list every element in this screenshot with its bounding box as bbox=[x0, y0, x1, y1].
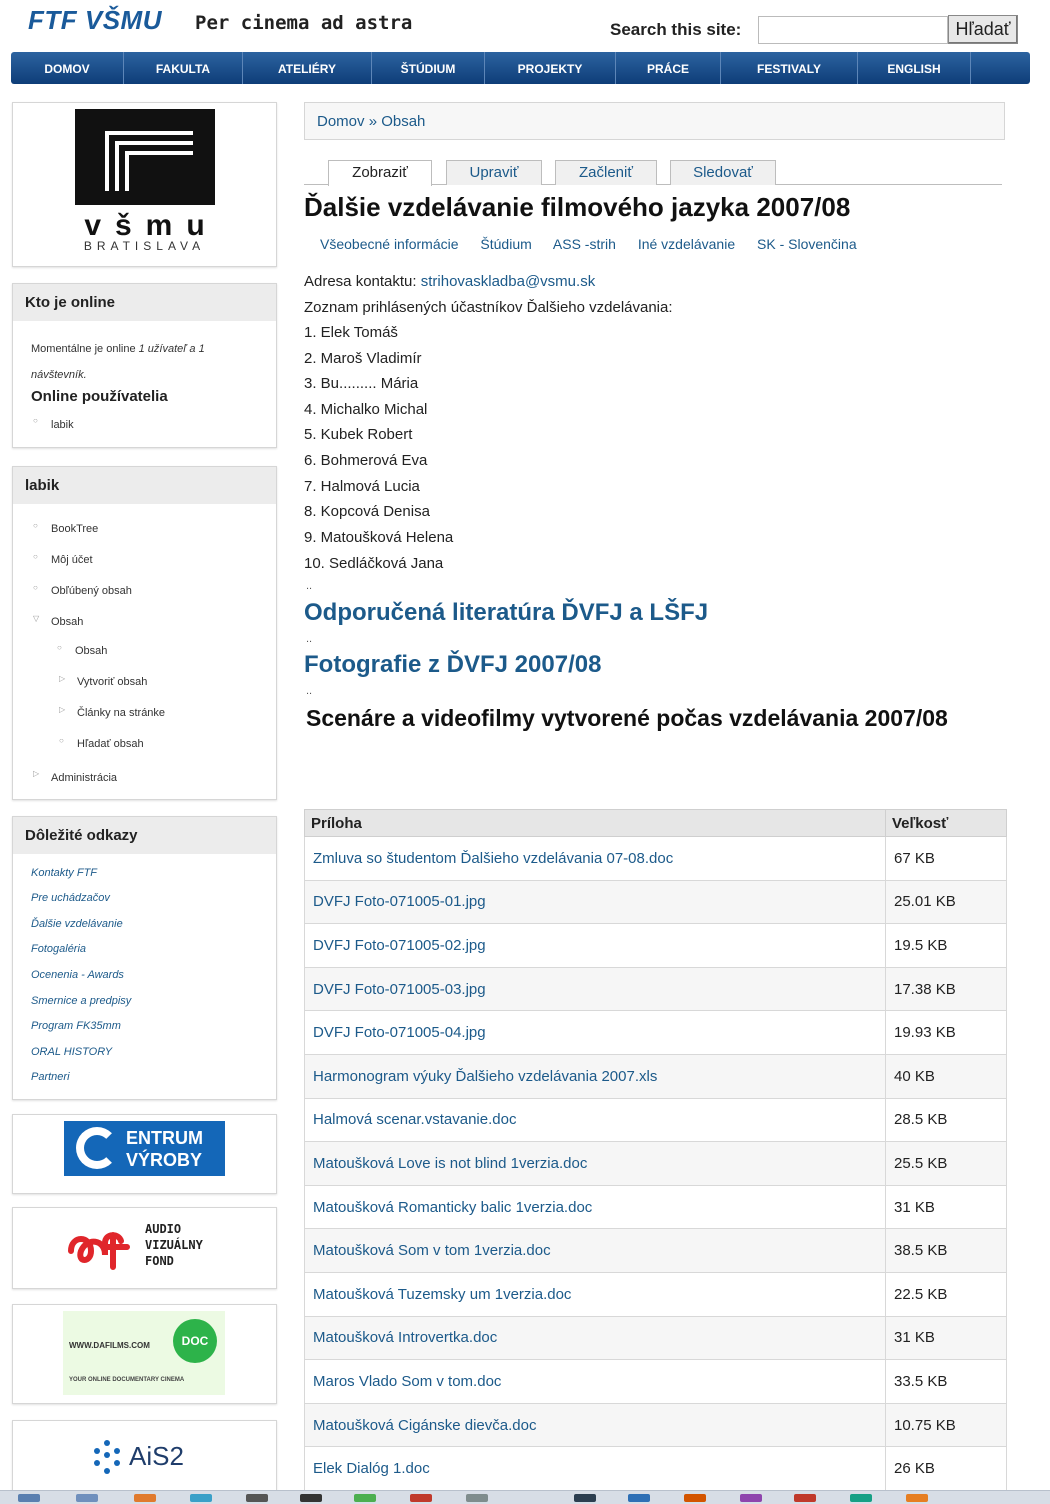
attachment-link[interactable]: Matoušková Som v tom 1verzia.doc bbox=[313, 1242, 551, 1260]
menu-booktree[interactable]: BookTree bbox=[51, 523, 99, 535]
table-row bbox=[305, 1142, 1007, 1186]
nav-projekty[interactable]: PROJEKTY bbox=[485, 52, 616, 84]
attachment-size: 26 KB bbox=[886, 1447, 1007, 1491]
links-block bbox=[12, 816, 277, 1100]
collapsed-icon: ▷ bbox=[59, 674, 66, 683]
avf-logo bbox=[65, 1215, 223, 1273]
taskbar-app-icon[interactable] bbox=[134, 1494, 156, 1502]
table-row bbox=[305, 1098, 1007, 1142]
breadcrumb-separator: » bbox=[368, 113, 378, 130]
participant-item: 8. Kopcová Denisa bbox=[304, 503, 430, 520]
subtab-vseobecne[interactable]: Všeobecné informácie bbox=[320, 236, 459, 252]
attachment-link[interactable]: Matoušková Tuzemsky um 1verzia.doc bbox=[313, 1285, 572, 1303]
search-label: Search this site: bbox=[610, 20, 742, 39]
participant-item: 5. Kubek Robert bbox=[304, 426, 413, 443]
collapsed-icon: ▷ bbox=[59, 705, 66, 714]
taskbar-app-icon[interactable] bbox=[906, 1494, 928, 1502]
online-block bbox=[12, 283, 277, 448]
attachment-link[interactable]: Elek Dialóg 1.doc bbox=[313, 1460, 430, 1478]
table-row bbox=[305, 837, 1007, 881]
participant-item: 2. Maroš Vladimír bbox=[304, 350, 422, 367]
online-text: Momentálne je online 1 užívateľ a 1 návštevník. bbox=[31, 343, 205, 381]
ais-dots-icon bbox=[87, 1435, 127, 1481]
link-uchadzaci[interactable]: Pre uchádzačov bbox=[31, 892, 110, 904]
subtab-sk[interactable]: SK - Slovenčina bbox=[757, 236, 857, 252]
nav-ateliery[interactable]: ATELIÉRY bbox=[243, 52, 372, 84]
table-row bbox=[305, 1360, 1007, 1404]
taskbar-app-icon[interactable] bbox=[300, 1494, 322, 1502]
nav-fakulta[interactable]: FAKULTA bbox=[124, 52, 243, 84]
taskbar-app-icon[interactable] bbox=[190, 1494, 212, 1502]
logo-block bbox=[12, 102, 277, 267]
taskbar-app-icon[interactable] bbox=[466, 1494, 488, 1502]
participant-item: 7. Halmová Lucia bbox=[304, 478, 420, 495]
subtab-ass-strih[interactable]: ASS -strih bbox=[552, 236, 616, 252]
attachment-link[interactable]: Matoušková Cigánske dievča.doc bbox=[313, 1416, 537, 1434]
taskbar-app-icon[interactable] bbox=[740, 1494, 762, 1502]
attachment-link[interactable]: Harmonogram výuky Ďalšieho vzdelávania 2007.xls bbox=[313, 1067, 658, 1085]
contact-line: Adresa kontaktu: strihovaskladba@vsmu.sk bbox=[304, 273, 596, 290]
link-kontakty[interactable]: Kontakty FTF bbox=[31, 867, 98, 879]
avf-banner[interactable] bbox=[12, 1207, 277, 1289]
attachments-table bbox=[304, 809, 1007, 1491]
table-row bbox=[305, 880, 1007, 924]
sub-tabs bbox=[320, 236, 875, 252]
menu-favorites[interactable]: Obľúbený obsah bbox=[51, 585, 132, 597]
scenarios-heading: Scenáre a videofilmy vytvorené počas vzdelávania 2007/08 bbox=[306, 705, 948, 731]
page-title: Ďalšie vzdelávanie filmového jazyka 2007/08 bbox=[304, 192, 851, 222]
table-row bbox=[305, 1185, 1007, 1229]
breadcrumb bbox=[304, 102, 1005, 140]
nav-prace[interactable]: PRÁCE bbox=[616, 52, 721, 84]
dafilms-banner[interactable] bbox=[12, 1304, 277, 1404]
taskbar-app-icon[interactable] bbox=[18, 1494, 40, 1502]
participant-item: 10. Sedláčková Jana bbox=[304, 555, 444, 572]
attachment-link[interactable]: Maros Vlado Som v tom.doc bbox=[313, 1372, 502, 1390]
attachment-size: 19.5 KB bbox=[886, 924, 1007, 968]
online-users-heading: Online používatelia bbox=[31, 388, 168, 405]
attachment-size: 25.5 KB bbox=[886, 1142, 1007, 1186]
attachment-link[interactable]: DVFJ Foto-071005-03.jpg bbox=[313, 980, 486, 998]
participant-item: 3. Bu......... Mária bbox=[304, 375, 419, 392]
attachment-link[interactable]: Matoušková Introvertka.doc bbox=[313, 1329, 498, 1347]
attachment-size: 31 KB bbox=[886, 1316, 1007, 1360]
search-input[interactable] bbox=[758, 16, 948, 44]
attachment-link[interactable]: DVFJ Foto-071005-02.jpg bbox=[313, 936, 486, 954]
avf-logo-icon bbox=[65, 1215, 145, 1273]
nav-studium[interactable]: ŠTÚDIUM bbox=[372, 52, 485, 84]
attachment-link[interactable]: Halmová scenar.vstavanie.doc bbox=[313, 1111, 517, 1129]
attachment-size: 31 KB bbox=[886, 1185, 1007, 1229]
vsmu-logo-icon[interactable] bbox=[75, 109, 215, 205]
centrum-c-icon bbox=[76, 1127, 118, 1169]
dafilms-url: WWW.DAFILMS.COM bbox=[69, 1341, 150, 1350]
nav-english[interactable]: ENGLISH bbox=[858, 52, 971, 84]
separator-dots: .. bbox=[306, 580, 313, 592]
attachment-link[interactable]: Matoušková Love is not blind 1verzia.doc bbox=[313, 1154, 588, 1172]
link-partneri[interactable]: Partneri bbox=[31, 1071, 70, 1083]
attachment-size: 40 KB bbox=[886, 1054, 1007, 1098]
taskbar-app-icon[interactable] bbox=[354, 1494, 376, 1502]
participants-heading: Zoznam prihlásených účastníkov Ďalšieho vzdelávania: bbox=[304, 299, 673, 316]
dafilms-logo bbox=[63, 1311, 225, 1395]
link-program[interactable]: Program FK35mm bbox=[31, 1020, 121, 1032]
contact-email-link[interactable]: strihovaskladba@vsmu.sk bbox=[420, 273, 596, 290]
taskbar-app-icon[interactable] bbox=[574, 1494, 596, 1502]
bullet-icon: ○ bbox=[33, 552, 38, 561]
ais-logo bbox=[87, 1435, 207, 1481]
participant-item: 1. Elek Tomáš bbox=[304, 324, 398, 341]
attachment-size: 38.5 KB bbox=[886, 1229, 1007, 1273]
menu-my-account[interactable]: Môj účet bbox=[51, 554, 93, 566]
tab-zaclenit[interactable]: Začleniť bbox=[555, 160, 657, 185]
online-user-link[interactable]: labik bbox=[51, 419, 74, 431]
menu-search-content[interactable]: Hľadať obsah bbox=[77, 738, 144, 750]
table-row bbox=[305, 1272, 1007, 1316]
attachment-size: 17.38 KB bbox=[886, 967, 1007, 1011]
table-row bbox=[305, 1403, 1007, 1447]
table-row bbox=[305, 1447, 1007, 1491]
tab-sledovat[interactable]: Sledovať bbox=[670, 160, 776, 185]
centrum-label: ENTRUM VÝROBY bbox=[126, 1128, 203, 1170]
attachment-size: 19.93 KB bbox=[886, 1011, 1007, 1055]
links-title: Dôležité odkazy bbox=[13, 817, 276, 854]
table-row bbox=[305, 1011, 1007, 1055]
table-row bbox=[305, 1316, 1007, 1360]
user-menu-block bbox=[12, 466, 277, 800]
menu-content-sub[interactable]: Obsah bbox=[75, 645, 108, 657]
link-photos[interactable]: Fotografie z ĎVFJ 2007/08 bbox=[304, 651, 602, 678]
taskbar-app-icon[interactable] bbox=[794, 1494, 816, 1502]
menu-content[interactable]: Obsah bbox=[51, 616, 84, 628]
bullet-icon: ○ bbox=[33, 521, 38, 530]
participant-item: 4. Michalko Michal bbox=[304, 401, 428, 418]
link-smernice[interactable]: Smernice a predpisy bbox=[31, 995, 132, 1007]
taskbar-app-icon[interactable] bbox=[684, 1494, 706, 1502]
attachment-link[interactable]: Zmluva so študentom Ďalšieho vzdelávania 07-08.doc bbox=[313, 849, 674, 867]
search-button[interactable]: Hľadať bbox=[948, 15, 1018, 44]
taskbar-app-icon[interactable] bbox=[628, 1494, 650, 1502]
site-title[interactable]: FTF VŠMU bbox=[28, 5, 162, 35]
col-header-file: Príloha bbox=[305, 810, 886, 837]
site-slogan: Per cinema ad astra bbox=[195, 12, 413, 34]
col-header-size: Veľkosť bbox=[886, 810, 1007, 837]
link-oral-history[interactable]: ORAL HISTORY bbox=[31, 1046, 113, 1058]
table-row bbox=[305, 1229, 1007, 1273]
main-nav bbox=[11, 52, 1030, 84]
ais-label: AiS2 bbox=[129, 1441, 184, 1471]
content-tabs bbox=[304, 158, 1002, 185]
menu-create-content[interactable]: Vytvoriť obsah bbox=[77, 676, 148, 688]
attachment-link[interactable]: DVFJ Foto-071005-01.jpg bbox=[313, 893, 486, 911]
attachment-size: 10.75 KB bbox=[886, 1403, 1007, 1447]
breadcrumb-current[interactable]: Obsah bbox=[381, 113, 426, 130]
taskbar-app-icon[interactable] bbox=[246, 1494, 268, 1502]
attachment-size: 33.5 KB bbox=[886, 1360, 1007, 1404]
menu-administration[interactable]: Administrácia bbox=[51, 772, 118, 784]
attachment-size: 25.01 KB bbox=[886, 880, 1007, 924]
menu-articles[interactable]: Články na stránke bbox=[77, 707, 166, 719]
attachment-link[interactable]: DVFJ Foto-071005-04.jpg bbox=[313, 1024, 486, 1042]
os-taskbar bbox=[0, 1490, 1050, 1504]
link-literature[interactable]: Odporučená literatúra ĎVFJ a LŠFJ bbox=[304, 599, 709, 626]
nav-domov[interactable]: DOMOV bbox=[11, 52, 124, 84]
link-ocenenia[interactable]: Ocenenia - Awards bbox=[31, 969, 124, 981]
taskbar-app-icon[interactable] bbox=[76, 1494, 98, 1502]
attachment-size: 28.5 KB bbox=[886, 1098, 1007, 1142]
table-row bbox=[305, 967, 1007, 1011]
bullet-icon: ○ bbox=[57, 643, 62, 652]
centrum-vyroby-banner[interactable] bbox=[12, 1114, 277, 1194]
logo-subtext: BRATISLAVA bbox=[83, 239, 206, 253]
taskbar-app-icon[interactable] bbox=[410, 1494, 432, 1502]
tab-upravit[interactable]: Upraviť bbox=[446, 160, 542, 185]
subtab-ine[interactable]: Iné vzdelávanie bbox=[637, 236, 736, 252]
site-header bbox=[0, 0, 1050, 52]
attachment-size: 67 KB bbox=[886, 837, 1007, 881]
separator-dots: .. bbox=[306, 685, 313, 697]
attachment-size: 22.5 KB bbox=[886, 1272, 1007, 1316]
participant-item: 9. Matoušková Helena bbox=[304, 529, 454, 546]
bullet-icon: ○ bbox=[33, 416, 38, 425]
avf-label: AUDIO VIZUÁLNY FOND bbox=[145, 1222, 203, 1268]
online-title: Kto je online bbox=[13, 284, 276, 321]
nav-festivaly[interactable]: FESTIVALY bbox=[721, 52, 858, 84]
subtab-studium[interactable]: Štúdium bbox=[480, 236, 532, 252]
breadcrumb-home[interactable]: Domov bbox=[317, 113, 365, 130]
table-row bbox=[305, 1054, 1007, 1098]
link-fotogaleria[interactable]: Fotogaléria bbox=[31, 943, 87, 955]
participant-item: 6. Bohmerová Eva bbox=[304, 452, 428, 469]
centrum-vyroby-logo bbox=[64, 1121, 225, 1176]
expanded-icon: ▽ bbox=[33, 614, 40, 623]
tab-zobrazit[interactable]: Zobraziť bbox=[328, 160, 432, 186]
taskbar-app-icon[interactable] bbox=[850, 1494, 872, 1502]
attachment-link[interactable]: Matoušková Romanticky balic 1verzia.doc bbox=[313, 1198, 593, 1216]
dafilms-tagline: YOUR ONLINE DOCUMENTARY CINEMA bbox=[69, 1377, 185, 1383]
separator-dots: .. bbox=[306, 633, 313, 645]
logo-text: všmu bbox=[84, 209, 219, 242]
bullet-icon: ○ bbox=[33, 583, 38, 592]
user-menu-title: labik bbox=[13, 467, 276, 504]
link-dalsie-vzdelavanie[interactable]: Ďalšie vzdelávanie bbox=[31, 918, 123, 930]
bullet-icon: ○ bbox=[59, 736, 64, 745]
table-row bbox=[305, 924, 1007, 968]
collapsed-icon: ▷ bbox=[33, 769, 40, 778]
doc-badge-icon: DOC bbox=[173, 1319, 217, 1363]
